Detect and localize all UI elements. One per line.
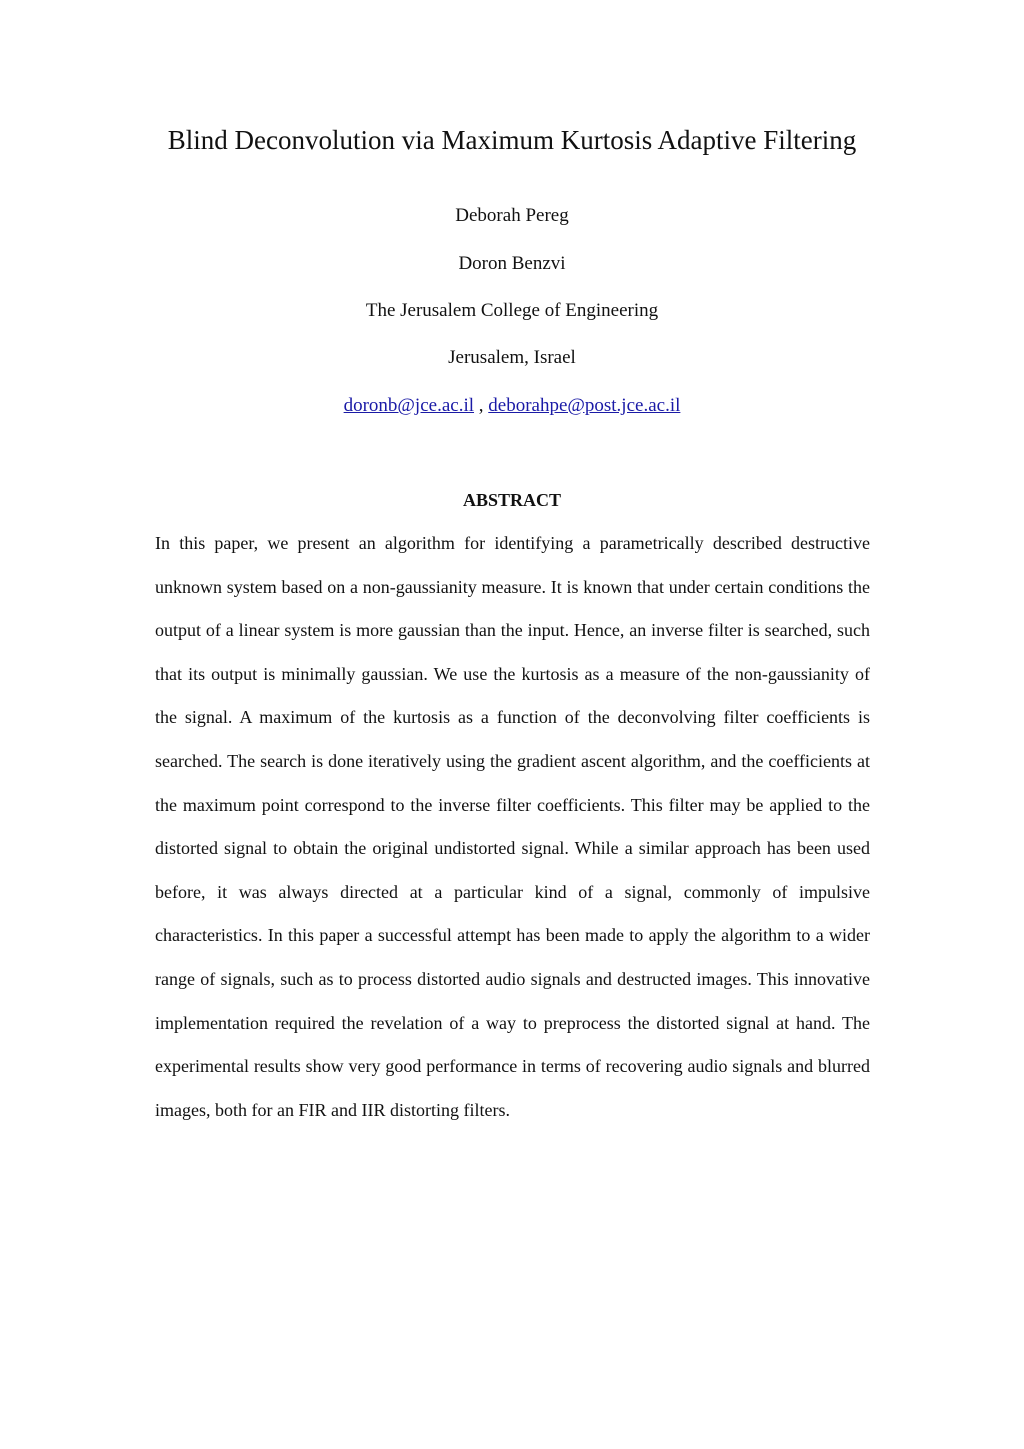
- abstract-heading: ABSTRACT: [462, 490, 562, 510]
- email-separator: ,: [478, 395, 484, 416]
- email-link-doronb[interactable]: doronb@jce.ac.il: [343, 395, 475, 416]
- email-line: [0, 394, 1024, 418]
- abstract-body: In this paper, we present an algorithm for identifying a parametrically described destructive unknown system based on a non-gaussianity measure. It is known that under certain conditions the output of a linear system is more gaussian than the input. Hence, an inverse filter is searched, such that its output is minimally gaussian. We use the kurtosis as a measure of the non-gaussianity of the signal. A maximum of the kurtosis as a function of the deconvolving filter coefficients is searched. The search is done iteratively using the gradient ascent algorithm, and the coefficients at the maximum point correspond to the inverse filter coefficients. This filter may be applied to the distorted signal to obtain the original undistorted signal. While a similar approach has been used before, it was always directed at a particular kind of a signal, commonly of impulsive characteristics. In this paper a successful attempt has been made to apply the algorithm to a wider range of signals, such as to process distorted audio signals and destructed images. This innovative implementation required the revelation of a way to preprocess the distorted signal at hand. The experimental results show very good performance in terms of recovering audio signals and blurred images, both for an FIR and IIR distorting filters.: [155, 533, 870, 1120]
- author-name: Deborah Pereg: [455, 205, 569, 226]
- affiliation: The Jerusalem College of Engineering: [365, 300, 659, 321]
- author-name: Doron Benzvi: [458, 253, 566, 274]
- location: Jerusalem, Israel: [448, 347, 576, 368]
- email-link-deborahpe[interactable]: deborahpe@post.jce.ac.il: [488, 395, 681, 416]
- paper-title: Blind Deconvolution via Maximum Kurtosis Adaptive Filtering: [167, 125, 857, 155]
